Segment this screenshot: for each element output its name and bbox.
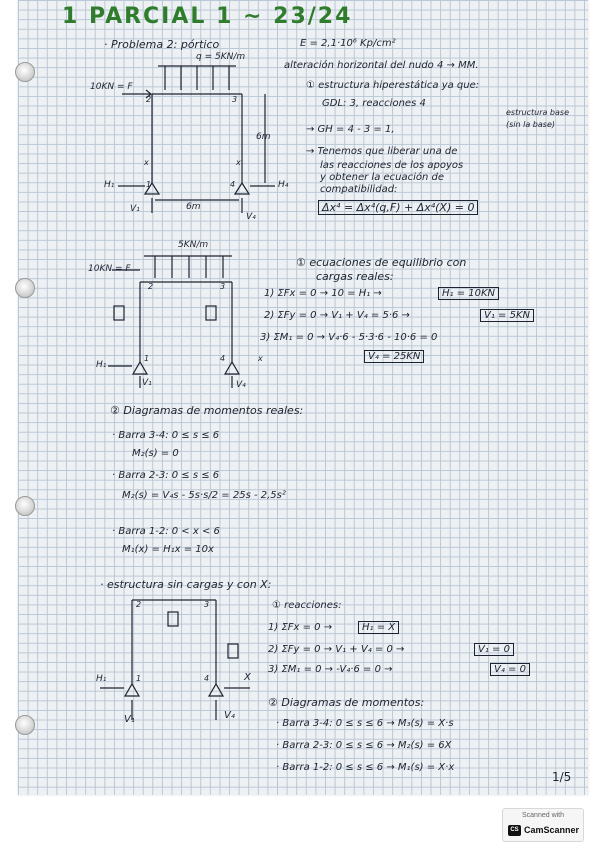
equation-line: 3) ΣM₁ = 0 → V₄·6 - 5·3·6 - 10·6 = 0 <box>260 332 438 343</box>
node-label: 1 <box>136 674 142 683</box>
bar-range: · Barra 3-4: 0 ≤ s ≤ 6 <box>112 430 220 441</box>
equilibrium-heading: cargas reales: <box>316 270 394 283</box>
page-title: 1 PARCIAL 1 ~ 23/24 <box>62 4 353 29</box>
reaction-label: V₁ <box>124 714 135 725</box>
reaction-label: H₄ <box>278 180 289 190</box>
node-label: 1 <box>146 180 152 189</box>
equation-result: V₁ = 5KN <box>480 309 534 322</box>
reaction-label: V₁ <box>130 204 140 214</box>
intro-line: → Tenemos que liberar una de <box>306 146 458 157</box>
intro-line: ① estructura hiperestática ya que: <box>306 80 480 91</box>
node-label: 4 <box>230 180 236 189</box>
section-heading: ② Diagramas de momentos reales: <box>110 404 304 417</box>
node-label: 2 <box>148 282 154 291</box>
moment-equation: M₁(x) = H₁x = 10x <box>122 544 214 555</box>
intro-note: (sin la base) <box>506 120 555 129</box>
moment-equation: · Barra 3-4: 0 ≤ s ≤ 6 → M₃(s) = X·s <box>276 718 454 729</box>
equation-result: V₁ = 0 <box>474 643 514 656</box>
bar-range: · Barra 1-2: 0 < x < 6 <box>112 526 220 537</box>
intro-note: estructura base <box>506 108 569 117</box>
span-label: 6m <box>186 202 201 212</box>
reaction-label: V₄ <box>246 212 256 222</box>
equation-result: V₄ = 25KN <box>364 350 424 363</box>
redundant-label: X <box>244 672 251 683</box>
intro-line: las reacciones de los apoyos <box>320 160 464 171</box>
section-heading: ② Diagramas de momentos: <box>268 696 425 709</box>
bar-range: · Barra 2-3: 0 ≤ s ≤ 6 <box>112 470 220 481</box>
equilibrium-heading: ① ecuaciones de equilibrio con <box>296 256 467 269</box>
section-heading: · estructura sin cargas y con X: <box>100 578 272 591</box>
moment-equation: M₂(s) = V₄s - 5s·s/2 = 25s - 2,5s² <box>122 490 286 501</box>
equation-line: 2) ΣFy = 0 → V₁ + V₄ = 5·6 → <box>264 310 410 321</box>
equation-line: 3) ΣM₁ = 0 → -V₄·6 = 0 → <box>268 664 393 675</box>
height-label: 6m <box>256 132 271 142</box>
equation-line: 2) ΣFy = 0 → V₁ + V₄ = 0 → <box>268 644 405 655</box>
equation-result: H₁ = X <box>358 621 399 634</box>
node-label: 3 <box>220 282 226 291</box>
intro-line: GDL: 3, reacciones 4 <box>322 98 426 109</box>
equation-line: 1) ΣFx = 0 → <box>268 622 333 633</box>
intro-line: y obtener la ecuación de <box>320 172 445 183</box>
distributed-load-label: q = 5KN/m <box>196 52 246 62</box>
compatibility-equation: Δx⁴ = Δx⁴(q,F) + Δx⁴(X) = 0 <box>318 200 478 215</box>
force-label: 10KN = F <box>88 264 131 274</box>
camscanner-icon: CS <box>508 825 521 836</box>
reaction-label: H₁ <box>96 674 107 684</box>
modulus-label: E = 2,1·10⁶ Kp/cm² <box>300 38 396 49</box>
axis-mark: x <box>144 158 149 167</box>
task-label: alteración horizontal del nudo 4 → MM. <box>284 60 479 71</box>
page-number: 1/5 <box>552 770 572 784</box>
node-label: 1 <box>144 354 150 363</box>
pin-support <box>125 684 139 696</box>
section-marker <box>228 644 238 658</box>
reactions-heading: ① reacciones: <box>272 600 342 611</box>
camscanner-badge <box>502 808 584 842</box>
axis-mark: x <box>258 354 263 363</box>
reaction-label: H₁ <box>96 360 107 370</box>
node-label: 2 <box>146 95 152 104</box>
camscanner-brand: CamScanner <box>524 825 580 835</box>
node-label: 2 <box>136 600 142 609</box>
node-label: 3 <box>232 95 238 104</box>
problem-label: · Problema 2: pórtico <box>104 38 220 51</box>
equation-result: V₄ = 0 <box>490 663 530 676</box>
force-label: 10KN = F <box>90 82 133 92</box>
intro-line: → GH = 4 - 3 = 1, <box>306 124 395 135</box>
scanned-with-label: Scanned with <box>521 812 565 819</box>
moment-equation: · Barra 1-2: 0 ≤ s ≤ 6 → M₁(s) = X·x <box>276 762 455 773</box>
intro-line: compatibilidad: <box>320 184 398 195</box>
equation-result: H₁ = 10KN <box>438 287 499 300</box>
section-marker <box>168 612 178 626</box>
axis-mark: x <box>236 158 241 167</box>
reaction-label: H₁ <box>104 180 115 190</box>
node-label: 3 <box>204 600 210 609</box>
pin-support <box>209 684 223 696</box>
reaction-label: V₄ <box>224 710 235 721</box>
reaction-label: V₄ <box>236 380 246 390</box>
distributed-load-label: 5KN/m <box>178 240 209 250</box>
moment-equation: M₂(s) = 0 <box>132 448 179 459</box>
node-label: 4 <box>220 354 226 363</box>
moment-equation: · Barra 2-3: 0 ≤ s ≤ 6 → M₂(s) = 6X <box>276 740 452 751</box>
equation-line: 1) ΣFx = 0 → 10 = H₁ → <box>264 288 382 299</box>
reaction-label: V₁ <box>142 378 152 388</box>
node-label: 4 <box>204 674 210 683</box>
